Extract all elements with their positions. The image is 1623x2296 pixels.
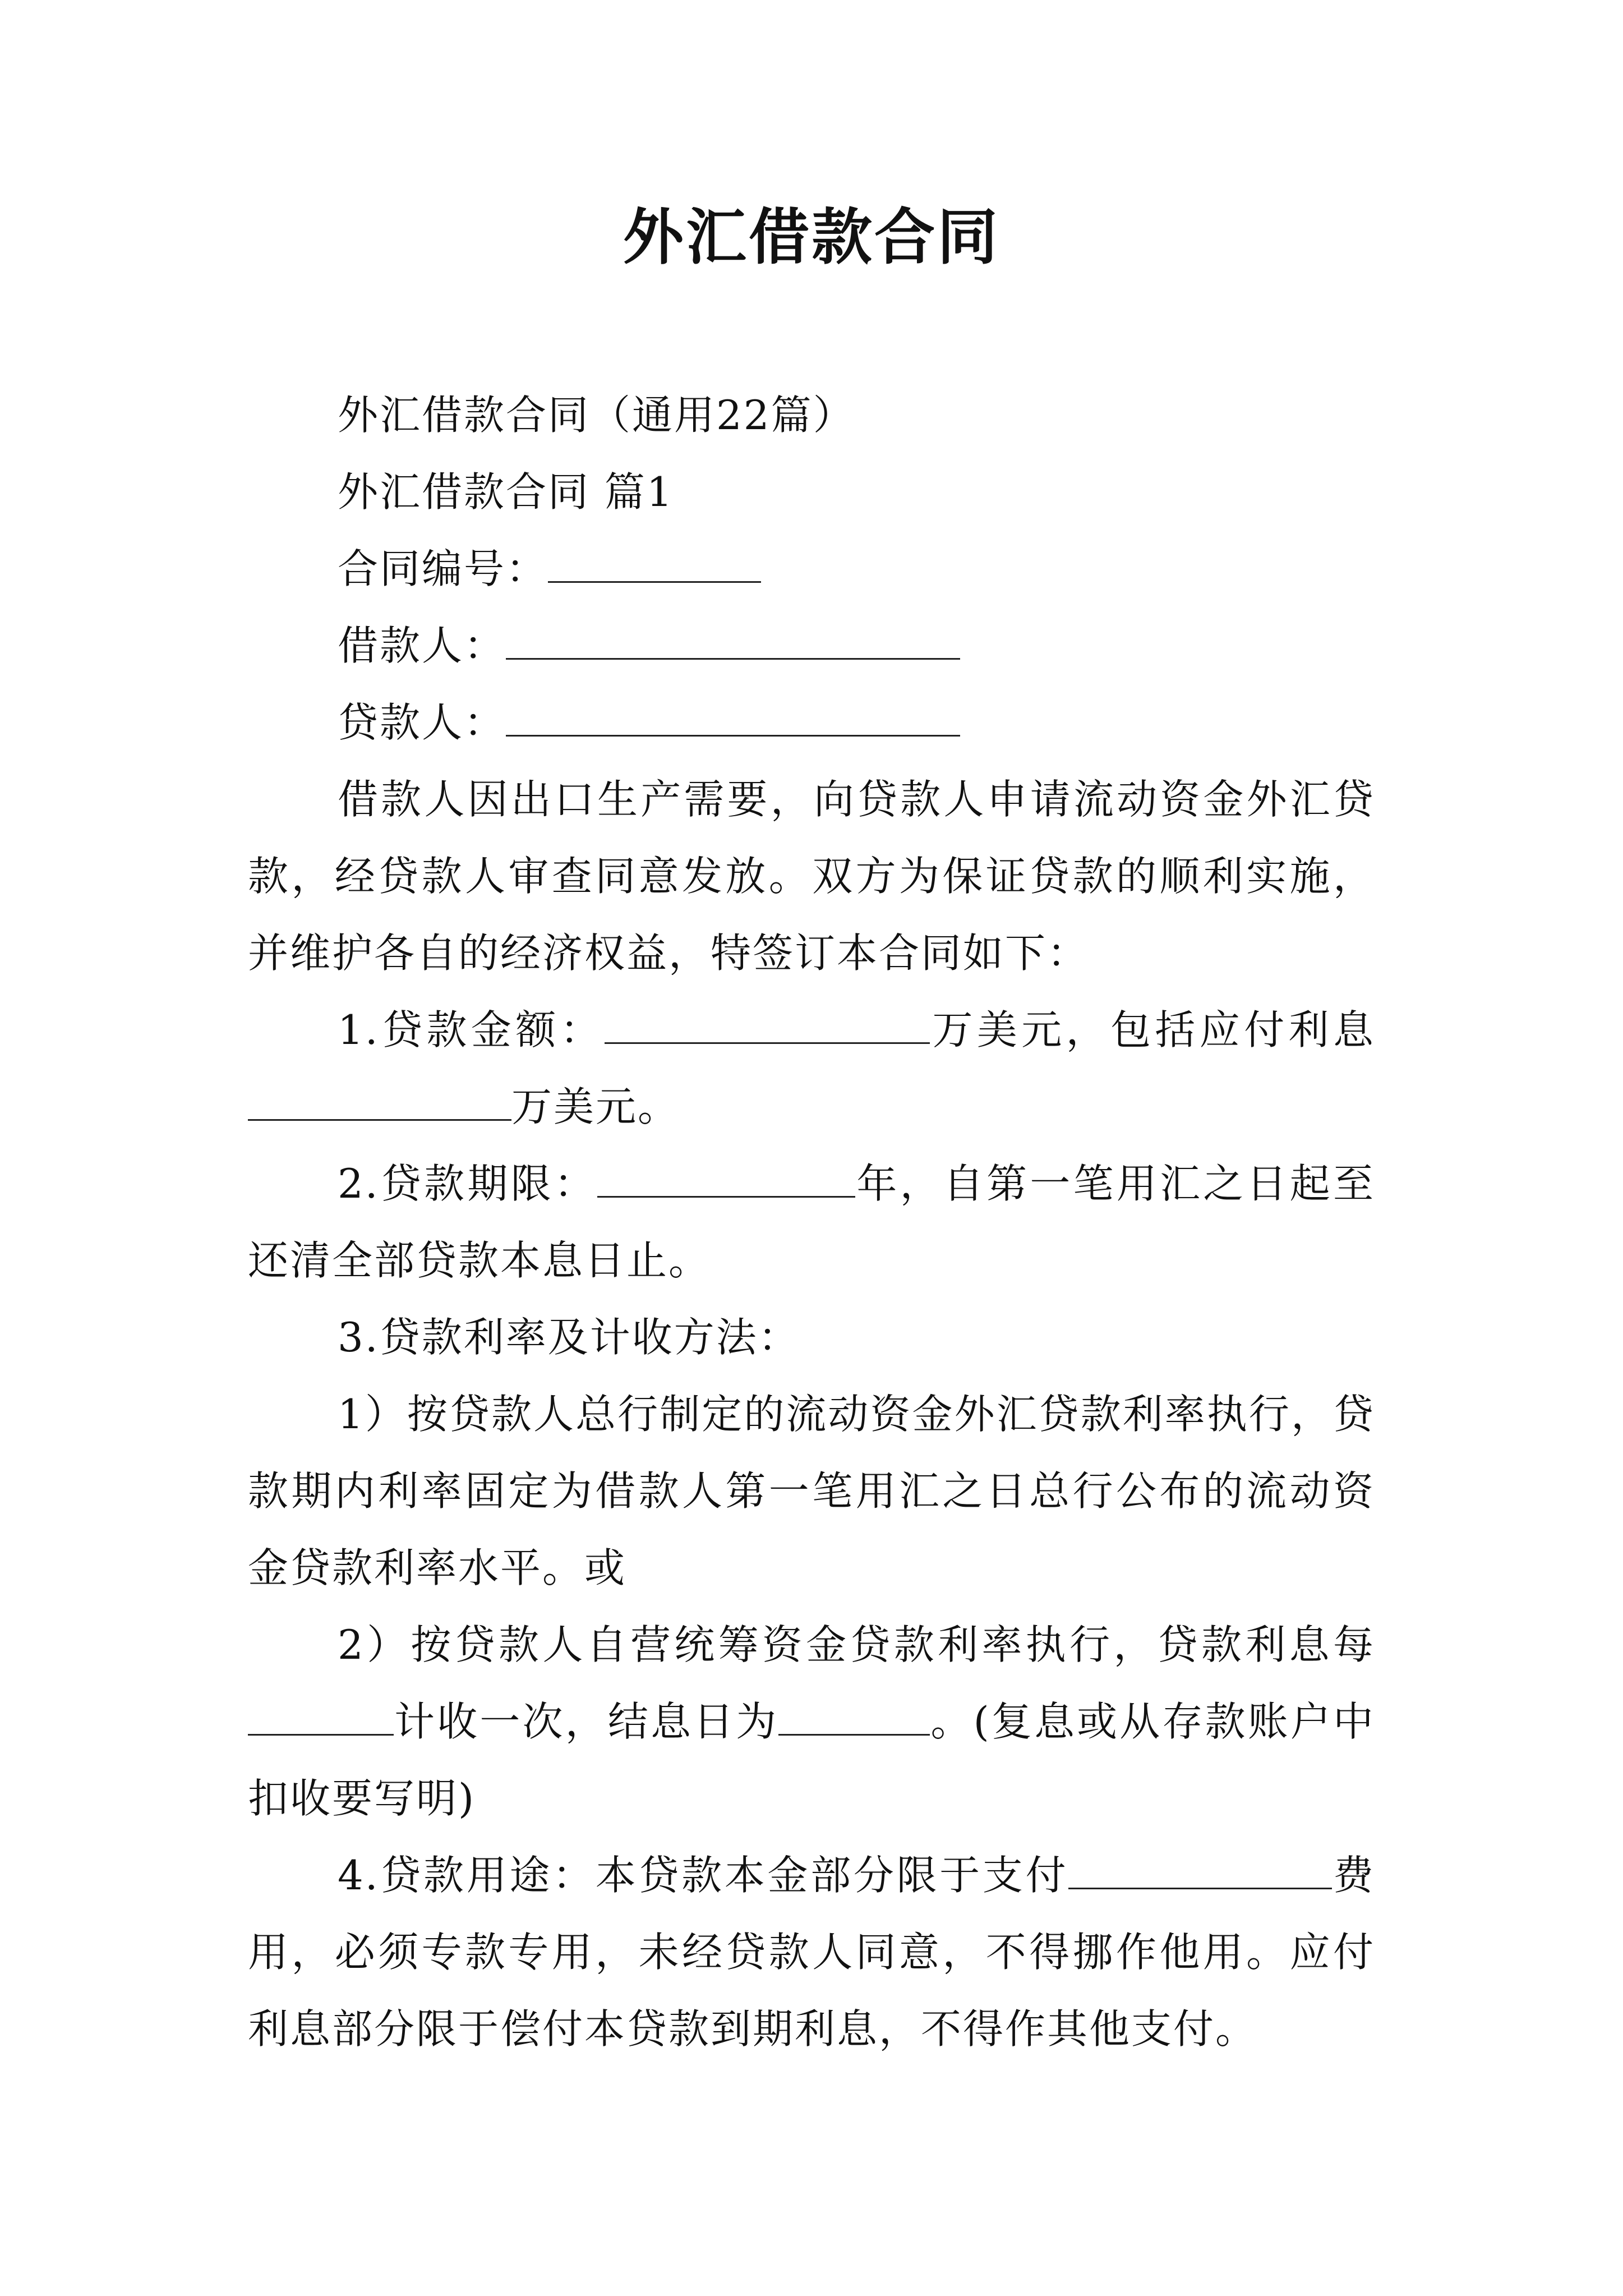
lender-blank [506,701,960,737]
clause-2-text: 年，自第一笔用汇之日起至还清全部贷款本息日止。 [248,1160,1375,1284]
clause-3-2-text-b: 计收一次，结息日为 [394,1698,779,1745]
clause-1-amount [248,992,1375,1145]
clause-3-option-2 [248,1607,1375,1837]
section-heading: 外汇借款合同 篇1 [338,468,674,516]
borrower-line [248,608,1375,684]
clause-2-label: 2.贷款期限： [338,1160,598,1207]
clause-1-label: 1.贷款金额： [338,1006,605,1053]
contract-number-label: 合同编号： [338,545,548,592]
contract-number-blank [548,547,761,583]
document-body [248,377,1375,2068]
contract-number-line [248,531,1375,608]
intro-paragraph: 借款人因出口生产需要，向贷款人申请流动资金外汇贷款，经贷款人审查同意发放。双方为保证贷款的顺利实施，并维护各自的经济权益，特签订本合同如下： [248,776,1375,977]
clause-4-text-a: 4.贷款用途：本贷款本金部分限于支付 [338,1852,1069,1899]
lender-label: 贷款人： [338,699,506,746]
interest-frequency-blank [248,1700,394,1736]
clause-1-unit: 万美元。 [511,1083,680,1130]
borrower-label: 借款人： [338,622,506,669]
clause-4-purpose [248,1837,1375,2068]
payment-purpose-blank [1068,1854,1332,1889]
clause-3-2-text-c: 。(复息或从存款账户中扣收要写明) [248,1698,1375,1822]
clause-3-option-1: 1）按贷款人总行制定的流动资金外汇贷款利率执行，贷款期内利率固定为借款人第一笔用汇之日总行公布的流动资金贷款利率水平。或 [248,1391,1375,1591]
clause-4-text-b: 费用，必须专款专用，未经贷款人同意，不得挪作他用。应付利息部分限于偿付本贷款到期利息，不得作其他支付。 [248,1852,1375,2053]
clause-1-text: 万美元，包括应付利息 [930,1006,1375,1053]
clause-3-2-text-a: 2）按贷款人自营统筹资金贷款利率执行，贷款利息每 [338,1621,1375,1668]
clause-3-heading: 3.贷款利率及计收方法： [338,1314,800,1361]
borrower-blank [506,624,960,660]
document-heading: 外汇借款合同（通用22篇） [338,392,855,439]
lender-line [248,684,1375,761]
loan-term-blank [597,1162,855,1198]
document-title: 外汇借款合同 [623,202,1000,273]
loan-amount-blank [605,1009,930,1044]
settlement-date-blank [778,1700,930,1736]
clause-2-term [248,1145,1375,1299]
interest-amount-blank [248,1085,511,1121]
